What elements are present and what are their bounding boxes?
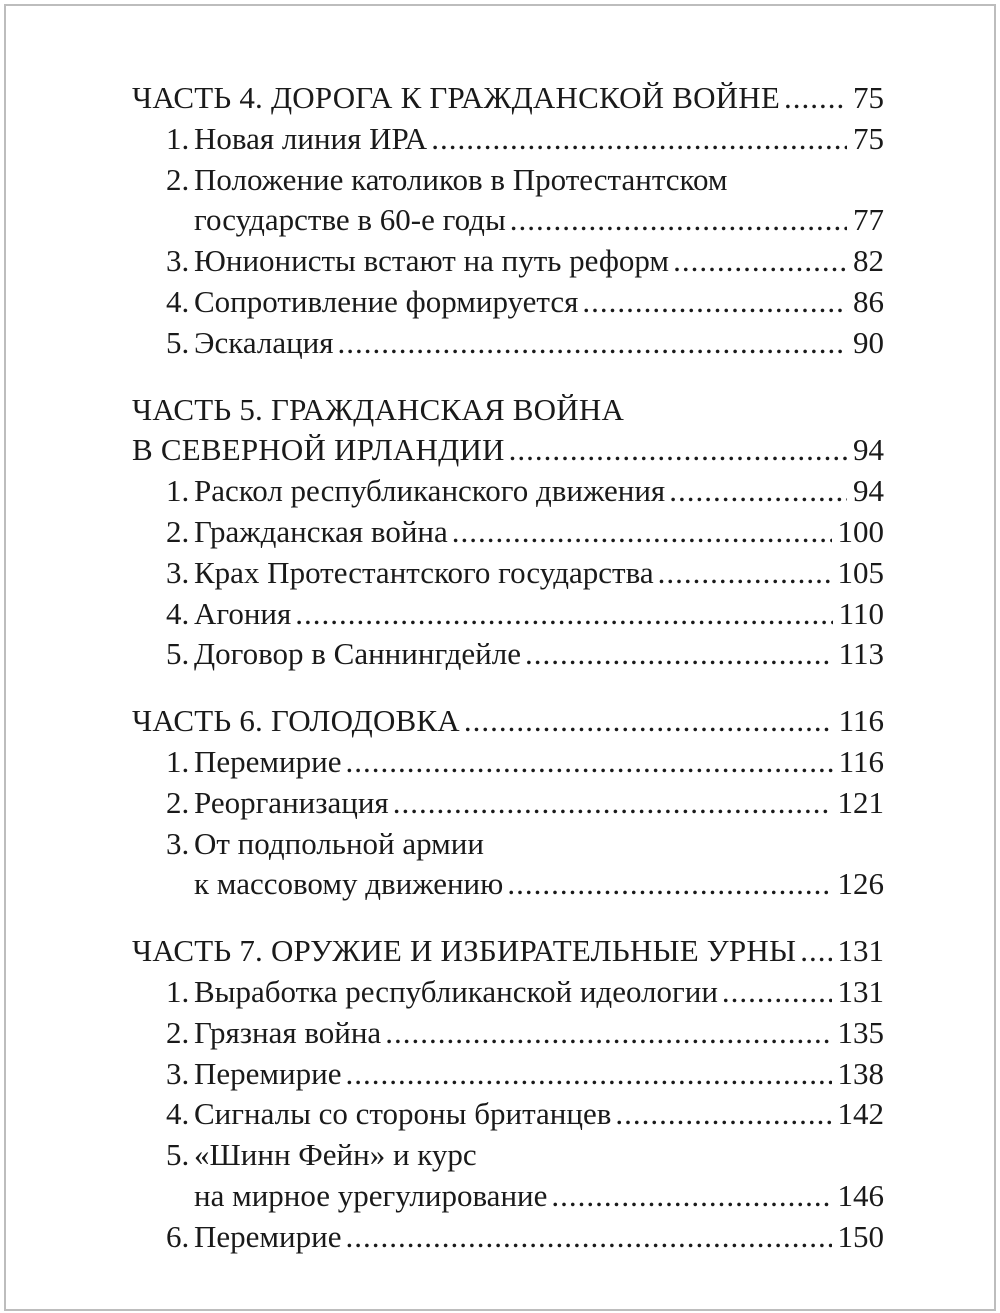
entry-number: 3. xyxy=(166,1055,190,1091)
toc-entry xyxy=(132,1013,884,1054)
leader-dots xyxy=(345,1054,831,1095)
entry-number: 5. xyxy=(166,324,190,360)
leader-dots xyxy=(658,553,832,594)
leader-dots xyxy=(615,1094,831,1135)
part-title: ЧАСТЬ 6. ГОЛОДОВКА xyxy=(132,703,460,739)
entry-number: 3. xyxy=(166,243,190,279)
toc-entry xyxy=(132,1054,884,1095)
entry-number: 5. xyxy=(166,1137,190,1173)
leader-dots xyxy=(582,282,847,323)
toc-entry xyxy=(132,824,884,865)
toc-part xyxy=(132,701,884,905)
page-number: 77 xyxy=(853,202,884,238)
part-title-continued: В СЕВЕРНОЙ ИРЛАНДИИ xyxy=(132,432,505,468)
leader-dots xyxy=(393,783,832,824)
leader-dots xyxy=(464,701,833,742)
leader-dots xyxy=(295,594,832,635)
entry-title-continued: к массовому движению xyxy=(194,866,504,902)
toc-entry xyxy=(132,634,884,675)
toc-entry xyxy=(132,553,884,594)
page-number: 100 xyxy=(837,513,884,549)
page-number: 150 xyxy=(837,1218,884,1254)
entry-title: Реорганизация xyxy=(194,784,389,820)
entry-title: Юнионисты встают на путь реформ xyxy=(194,243,670,279)
toc-entry xyxy=(132,160,884,201)
page-number: 126 xyxy=(837,866,884,902)
entry-title: Договор в Саннингдейле xyxy=(194,636,521,672)
page-number: 146 xyxy=(837,1177,884,1213)
entry-title: Крах Протестантского государства xyxy=(194,554,654,590)
leader-dots xyxy=(525,634,833,675)
page-number: 110 xyxy=(838,595,884,631)
entry-number: 3. xyxy=(166,825,190,861)
toc-entry xyxy=(132,1094,884,1135)
leader-dots xyxy=(800,931,831,972)
entry-title: Новая линия ИРА xyxy=(194,120,428,156)
entry-title-continued: на мирное урегулирование xyxy=(194,1177,548,1213)
part-heading xyxy=(132,931,884,972)
page-number: 105 xyxy=(837,554,884,590)
toc-entry xyxy=(132,471,884,512)
leader-dots xyxy=(452,512,832,553)
entry-title: Сопротивление формируется xyxy=(194,283,579,319)
page-number: 131 xyxy=(837,973,884,1009)
entry-title: Перемирие xyxy=(194,743,342,779)
entry-number: 1. xyxy=(166,743,190,779)
entry-number: 4. xyxy=(166,595,190,631)
part-heading xyxy=(132,78,884,119)
part-heading-continuation xyxy=(132,430,884,471)
entry-number: 2. xyxy=(166,1014,190,1050)
leader-dots xyxy=(338,323,847,364)
toc-entry-continuation xyxy=(132,864,884,905)
entry-title: Перемирие xyxy=(194,1218,342,1254)
entry-title: Эскалация xyxy=(194,324,334,360)
entry-title: Перемирие xyxy=(194,1055,342,1091)
toc-entry xyxy=(132,1217,884,1258)
entry-number: 3. xyxy=(166,554,190,590)
entry-title-continued: государстве в 60-е годы xyxy=(194,202,506,238)
leader-dots xyxy=(673,241,847,282)
entry-title: Гражданская война xyxy=(194,513,448,549)
toc-entry-continuation xyxy=(132,1176,884,1217)
leader-dots xyxy=(507,864,831,905)
entry-title: Грязная война xyxy=(194,1014,382,1050)
part-title: ЧАСТЬ 7. ОРУЖИЕ И ИЗБИРАТЕЛЬНЫЕ УРНЫ xyxy=(132,933,797,969)
page-number: 82 xyxy=(853,243,884,279)
entry-title: Агония xyxy=(194,595,292,631)
entry-number: 2. xyxy=(166,513,190,549)
leader-dots xyxy=(510,200,847,241)
leader-dots xyxy=(669,471,847,512)
toc-part xyxy=(132,78,884,364)
page-number: 121 xyxy=(837,784,884,820)
page-number: 138 xyxy=(837,1055,884,1091)
entry-title: Выработка республиканской идеологии xyxy=(194,973,718,1009)
toc-entry xyxy=(132,1135,884,1176)
page-number: 86 xyxy=(853,283,884,319)
entry-number: 1. xyxy=(166,473,190,509)
entry-number: 4. xyxy=(166,1096,190,1132)
entry-title: Раскол республиканского движения xyxy=(194,473,666,509)
leader-dots xyxy=(345,742,832,783)
page-number: 94 xyxy=(853,473,884,509)
toc-part xyxy=(132,390,884,676)
leader-dots xyxy=(385,1013,831,1054)
entry-number: 1. xyxy=(166,120,190,156)
entry-title: Положение католиков в Протестантском xyxy=(194,161,728,197)
book-page xyxy=(4,4,996,1311)
leader-dots xyxy=(784,78,847,119)
toc-part xyxy=(132,931,884,1257)
toc-entry xyxy=(132,512,884,553)
toc-entry xyxy=(132,783,884,824)
page-number: 75 xyxy=(853,120,884,156)
toc-entry xyxy=(132,323,884,364)
toc-entry xyxy=(132,119,884,160)
page-number: 113 xyxy=(838,636,884,672)
entry-title: «Шинн Фейн» и курс xyxy=(194,1137,477,1173)
entry-title: От подпольной армии xyxy=(194,825,484,861)
leader-dots xyxy=(551,1176,831,1217)
part-heading xyxy=(132,390,884,431)
toc-entry xyxy=(132,241,884,282)
entry-number: 2. xyxy=(166,161,190,197)
page-number: 116 xyxy=(838,703,884,739)
entry-number: 1. xyxy=(166,973,190,1009)
page-number: 131 xyxy=(837,933,884,969)
page-number: 135 xyxy=(837,1014,884,1050)
entry-number: 2. xyxy=(166,784,190,820)
entry-title: Сигналы со стороны британцев xyxy=(194,1096,612,1132)
entry-number: 4. xyxy=(166,283,190,319)
page-number: 142 xyxy=(837,1096,884,1132)
toc-entry xyxy=(132,594,884,635)
entry-number: 6. xyxy=(166,1218,190,1254)
toc-entry-continuation xyxy=(132,200,884,241)
page-number: 90 xyxy=(853,324,884,360)
toc-entry xyxy=(132,282,884,323)
part-title: ЧАСТЬ 5. ГРАЖДАНСКАЯ ВОЙНА xyxy=(132,391,625,427)
leader-dots xyxy=(431,119,847,160)
leader-dots xyxy=(509,430,847,471)
toc-entry xyxy=(132,972,884,1013)
table-of-contents xyxy=(132,78,884,1258)
leader-dots xyxy=(345,1217,831,1258)
page-number: 75 xyxy=(853,80,884,115)
part-heading xyxy=(132,701,884,742)
leader-dots xyxy=(722,972,832,1013)
toc-entry xyxy=(132,742,884,783)
entry-number: 5. xyxy=(166,636,190,672)
page-number: 94 xyxy=(853,432,884,468)
page-number: 116 xyxy=(838,743,884,779)
part-title: ЧАСТЬ 4. ДОРОГА К ГРАЖДАНСКОЙ ВОЙНЕ xyxy=(132,80,780,115)
